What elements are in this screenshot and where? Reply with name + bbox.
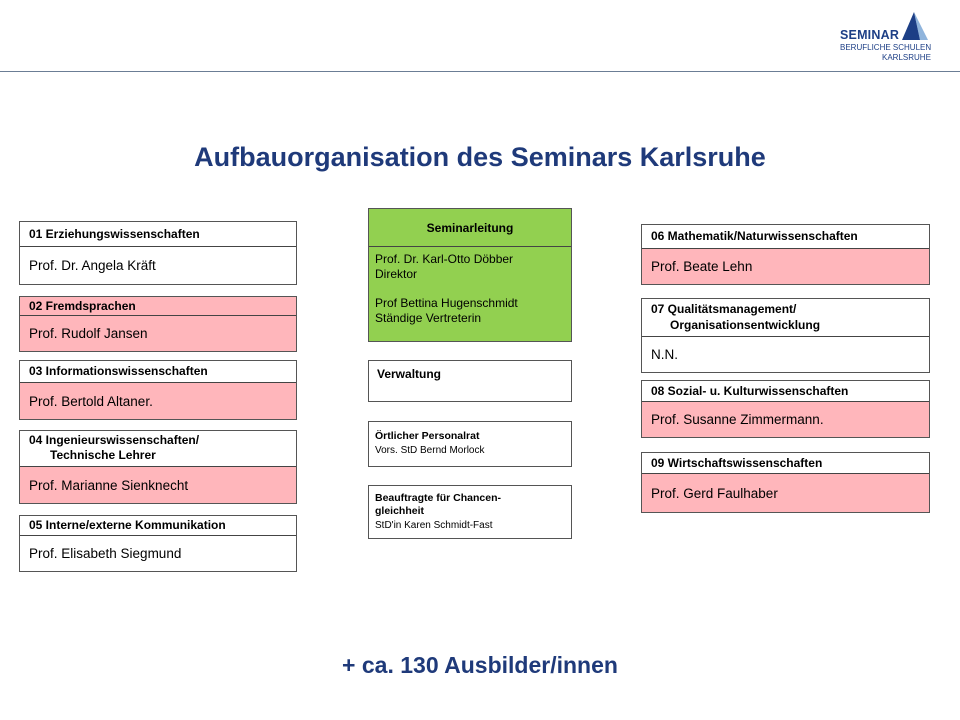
footer-note: + ca. 130 Ausbilder/innen	[342, 652, 618, 678]
beauftragte-title	[375, 492, 501, 518]
box-09	[641, 452, 930, 513]
beauftragte-sub: StD'in Karen Schmidt-Fast	[375, 520, 493, 531]
beauftragte-line2: gleichheit	[375, 505, 425, 517]
box-04-body: Prof. Marianne Sienknecht	[20, 467, 296, 503]
logo-line2: BERUFLICHE SCHULEN	[840, 43, 932, 52]
vertretung-role: Ständige Vertreterin	[375, 311, 482, 325]
vertretung-name: Prof Bettina Hugenschmidt	[375, 296, 518, 310]
box-03-body: Prof. Bertold Altaner.	[20, 383, 296, 419]
box-08	[641, 380, 930, 438]
box-08-header: 08 Sozial- u. Kulturwissenschaften	[642, 381, 929, 402]
personalrat-box	[368, 421, 572, 467]
seminar-logo-icon	[900, 10, 930, 44]
box-03	[19, 360, 297, 420]
logo-line1: SEMINAR	[840, 28, 900, 42]
personalrat-title: Örtlicher Personalrat	[375, 430, 480, 442]
page-title: Aufbauorganisation des Seminars Karlsruhe	[194, 142, 766, 172]
box-07-header-line2: Organisationsentwicklung	[670, 318, 821, 332]
verwaltung-label: Verwaltung	[377, 367, 442, 381]
box-05-body: Prof. Elisabeth Siegmund	[29, 546, 182, 561]
box-06-body: Prof. Beate Lehn	[642, 249, 929, 284]
beauftragte-line1: Beauftragte für Chancen-	[375, 492, 502, 504]
leitung-name: Prof. Dr. Karl-Otto Döbber	[375, 252, 514, 266]
box-08-body: Prof. Susanne Zimmermann.	[642, 402, 929, 437]
box-07-body: N.N.	[651, 347, 678, 362]
box-09-header: 09 Wirtschaftswissenschaften	[642, 453, 929, 474]
box-05-header: 05 Interne/externe Kommunikation	[20, 516, 296, 536]
box-04	[19, 430, 297, 504]
beauftragte-box	[368, 485, 572, 539]
box-01	[19, 221, 297, 285]
box-03-header: 03 Informationswissenschaften	[20, 361, 296, 383]
leitung-role: Direktor	[375, 267, 418, 281]
box-02	[19, 296, 297, 352]
box-04-header	[20, 431, 296, 467]
box-04-header-line1: 04 Ingenieurswissenschaften/	[29, 433, 200, 447]
box-04-header-line2: Technische Lehrer	[50, 448, 156, 462]
box-06	[641, 224, 930, 285]
box-07	[641, 298, 930, 373]
box-05	[19, 515, 297, 572]
logo-line3: KARLSRUHE	[882, 53, 931, 62]
seminarleitung-box	[368, 208, 572, 342]
box-01-header: 01 Erziehungswissenschaften	[20, 222, 296, 247]
box-02-body: Prof. Rudolf Jansen	[20, 316, 296, 351]
box-01-body: Prof. Dr. Angela Kräft	[20, 247, 296, 284]
header-divider	[0, 71, 960, 72]
verwaltung-box	[368, 360, 572, 402]
box-02-header: 02 Fremdsprachen	[20, 297, 296, 316]
box-07-header	[642, 299, 929, 337]
box-06-header: 06 Mathematik/Naturwissenschaften	[642, 225, 929, 249]
personalrat-sub: Vors. StD Bernd Morlock	[375, 445, 485, 456]
box-07-header-line1: 07 Qualitätsmanagement/	[651, 302, 797, 316]
seminarleitung-body	[375, 252, 518, 326]
box-09-body: Prof. Gerd Faulhaber	[642, 474, 929, 512]
seminar-logo	[836, 10, 956, 66]
seminarleitung-header: Seminarleitung	[369, 209, 571, 247]
